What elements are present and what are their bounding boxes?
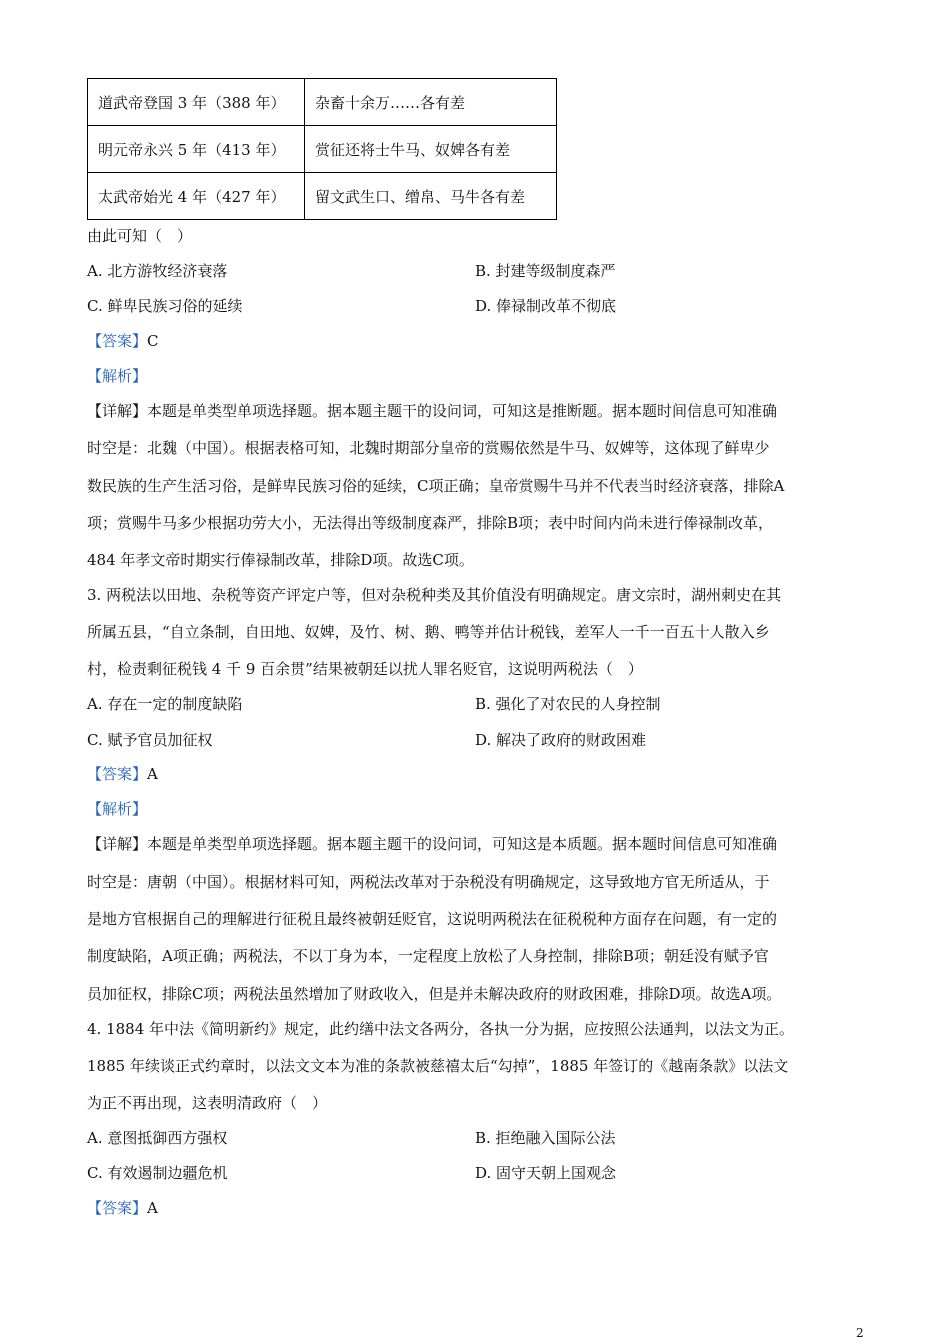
- q2-detail-line: 项；赏赐牛马多少根据功劳大小，无法得出等级制度森严，排除B项；表中时间内尚未进行俸禄制改革，: [87, 514, 774, 532]
- q3-option-b: B. 强化了对农民的人身控制: [475, 695, 661, 713]
- q2-detail-line: 数民族的生产生活习俗，是鲜卑民族习俗的延续，C项正确；皇帝赏赐牛马并不代表当时经济衰落，排除A: [87, 477, 785, 495]
- table-cell-content: 赏征还将士牛马、奴婢各有差: [305, 126, 557, 173]
- page-number: 2: [856, 1326, 864, 1340]
- q2-option-b: B. 封建等级制度森严: [475, 262, 616, 280]
- answer-tag: 【答案】: [87, 332, 148, 350]
- q3-option-a: A. 存在一定的制度缺陷: [87, 695, 243, 713]
- detail-tag: 【详解】: [87, 835, 148, 853]
- table-cell-content: 杂畜十余万……各有差: [305, 79, 557, 126]
- q3-answer: [87, 764, 158, 784]
- q3-stem-line: 3. 两税法以田地、杂税等资产评定户等，但对杂税种类及其价值没有明确规定。唐文宗时，湖州刺史在其: [87, 586, 782, 604]
- table-cell-content: 留文武生口、缯帛、马牛各有差: [305, 173, 557, 220]
- q4-option-d: D. 固守天朝上国观念: [475, 1164, 617, 1182]
- q4-option-b: B. 拒绝融入国际公法: [475, 1129, 616, 1147]
- q3-detail-line: 制度缺陷，A项正确；两税法，不以丁身为本，一定程度上放松了人身控制，排除B项；朝廷没有赋予官: [87, 947, 769, 965]
- q3-option-d: D. 解决了政府的财政困难: [475, 731, 647, 749]
- q3-detail-line: 员加征权，排除C项；两税法虽然增加了财政收入，但是并未解决政府的财政困难，排除D项。故选A项。: [87, 985, 782, 1003]
- q3-stem-line: 所属五县，“自立条制，自田地、奴婢，及竹、树、鹅、鸭等并估计税钱，差军人一千一百五十人散入乡: [87, 623, 770, 641]
- q3-analysis-tag: 【解析】: [87, 800, 148, 818]
- answer-value: A: [147, 1199, 158, 1217]
- table-row: [88, 126, 557, 173]
- table-row: [88, 79, 557, 126]
- detail-text: 本题是单类型单项选择题。据本题主题干的设问词，可知这是本质题。据本题时间信息可知准确: [147, 835, 778, 853]
- q2-analysis-tag: 【解析】: [87, 367, 148, 385]
- table-cell-period: 太武帝始光 4 年（427 年）: [88, 173, 305, 220]
- q3-detail-line: [87, 834, 777, 854]
- q2-option-d: D. 俸禄制改革不彻底: [475, 297, 617, 315]
- q3-stem-line: 村，检责剩征税钱 4 千 9 百余贯”结果被朝廷以扰人罪名贬官，这说明两税法（ ）: [87, 660, 643, 678]
- q2-detail-line: 时空是：北魏（中国）。根据表格可知，北魏时期部分皇帝的赏赐依然是牛马、奴婢等，这体现了鲜卑少: [87, 439, 770, 457]
- answer-tag: 【答案】: [87, 1199, 148, 1217]
- answer-tag: 【答案】: [87, 765, 148, 783]
- q4-option-a: A. 意图抵御西方强权: [87, 1129, 228, 1147]
- q4-stem-line: 4. 1884 年中法《简明新约》规定，此约缮中法文各两分，各执一分为据，应按照公法通判，以法文为正。: [87, 1020, 795, 1038]
- q4-stem-line: 1885 年续谈正式约章时，以法文文本为准的条款被慈禧太后“勾掉”，1885 年签订的《越南条款》以法文: [87, 1057, 789, 1075]
- table-row: [88, 173, 557, 220]
- detail-tag: 【详解】: [87, 402, 148, 420]
- answer-value: C: [147, 332, 159, 350]
- table-cell-period: 道武帝登国 3 年（388 年）: [88, 79, 305, 126]
- q3-detail-line: 时空是：唐朝（中国）。根据材料可知，两税法改革对于杂税没有明确规定，这导致地方官无所适从，于: [87, 873, 770, 891]
- q2-answer: [87, 331, 159, 351]
- detail-text: 本题是单类型单项选择题。据本题主题干的设问词，可知这是推断题。据本题时间信息可知准确: [147, 402, 778, 420]
- q2-option-a: A. 北方游牧经济衰落: [87, 262, 228, 280]
- q2-option-c: C. 鲜卑民族习俗的延续: [87, 297, 243, 315]
- q4-option-c: C. 有效遏制边疆危机: [87, 1164, 228, 1182]
- q2-stem: 由此可知（ ）: [87, 227, 193, 245]
- answer-value: A: [147, 765, 158, 783]
- q2-detail-line: 484 年孝文帝时期实行俸禄制改革，排除D项。故选C项。: [87, 551, 474, 569]
- reward-records-table: [87, 78, 557, 220]
- q4-stem-line: 为正不再出现，这表明清政府（ ）: [87, 1094, 328, 1112]
- q3-option-c: C. 赋予官员加征权: [87, 731, 213, 749]
- q2-detail-line: [87, 401, 777, 421]
- q4-answer: [87, 1198, 158, 1218]
- table-cell-period: 明元帝永兴 5 年（413 年）: [88, 126, 305, 173]
- q3-detail-line: 是地方官根据自己的理解进行征税且最终被朝廷贬官，这说明两税法在征税税种方面存在问题，有一定的: [87, 910, 778, 928]
